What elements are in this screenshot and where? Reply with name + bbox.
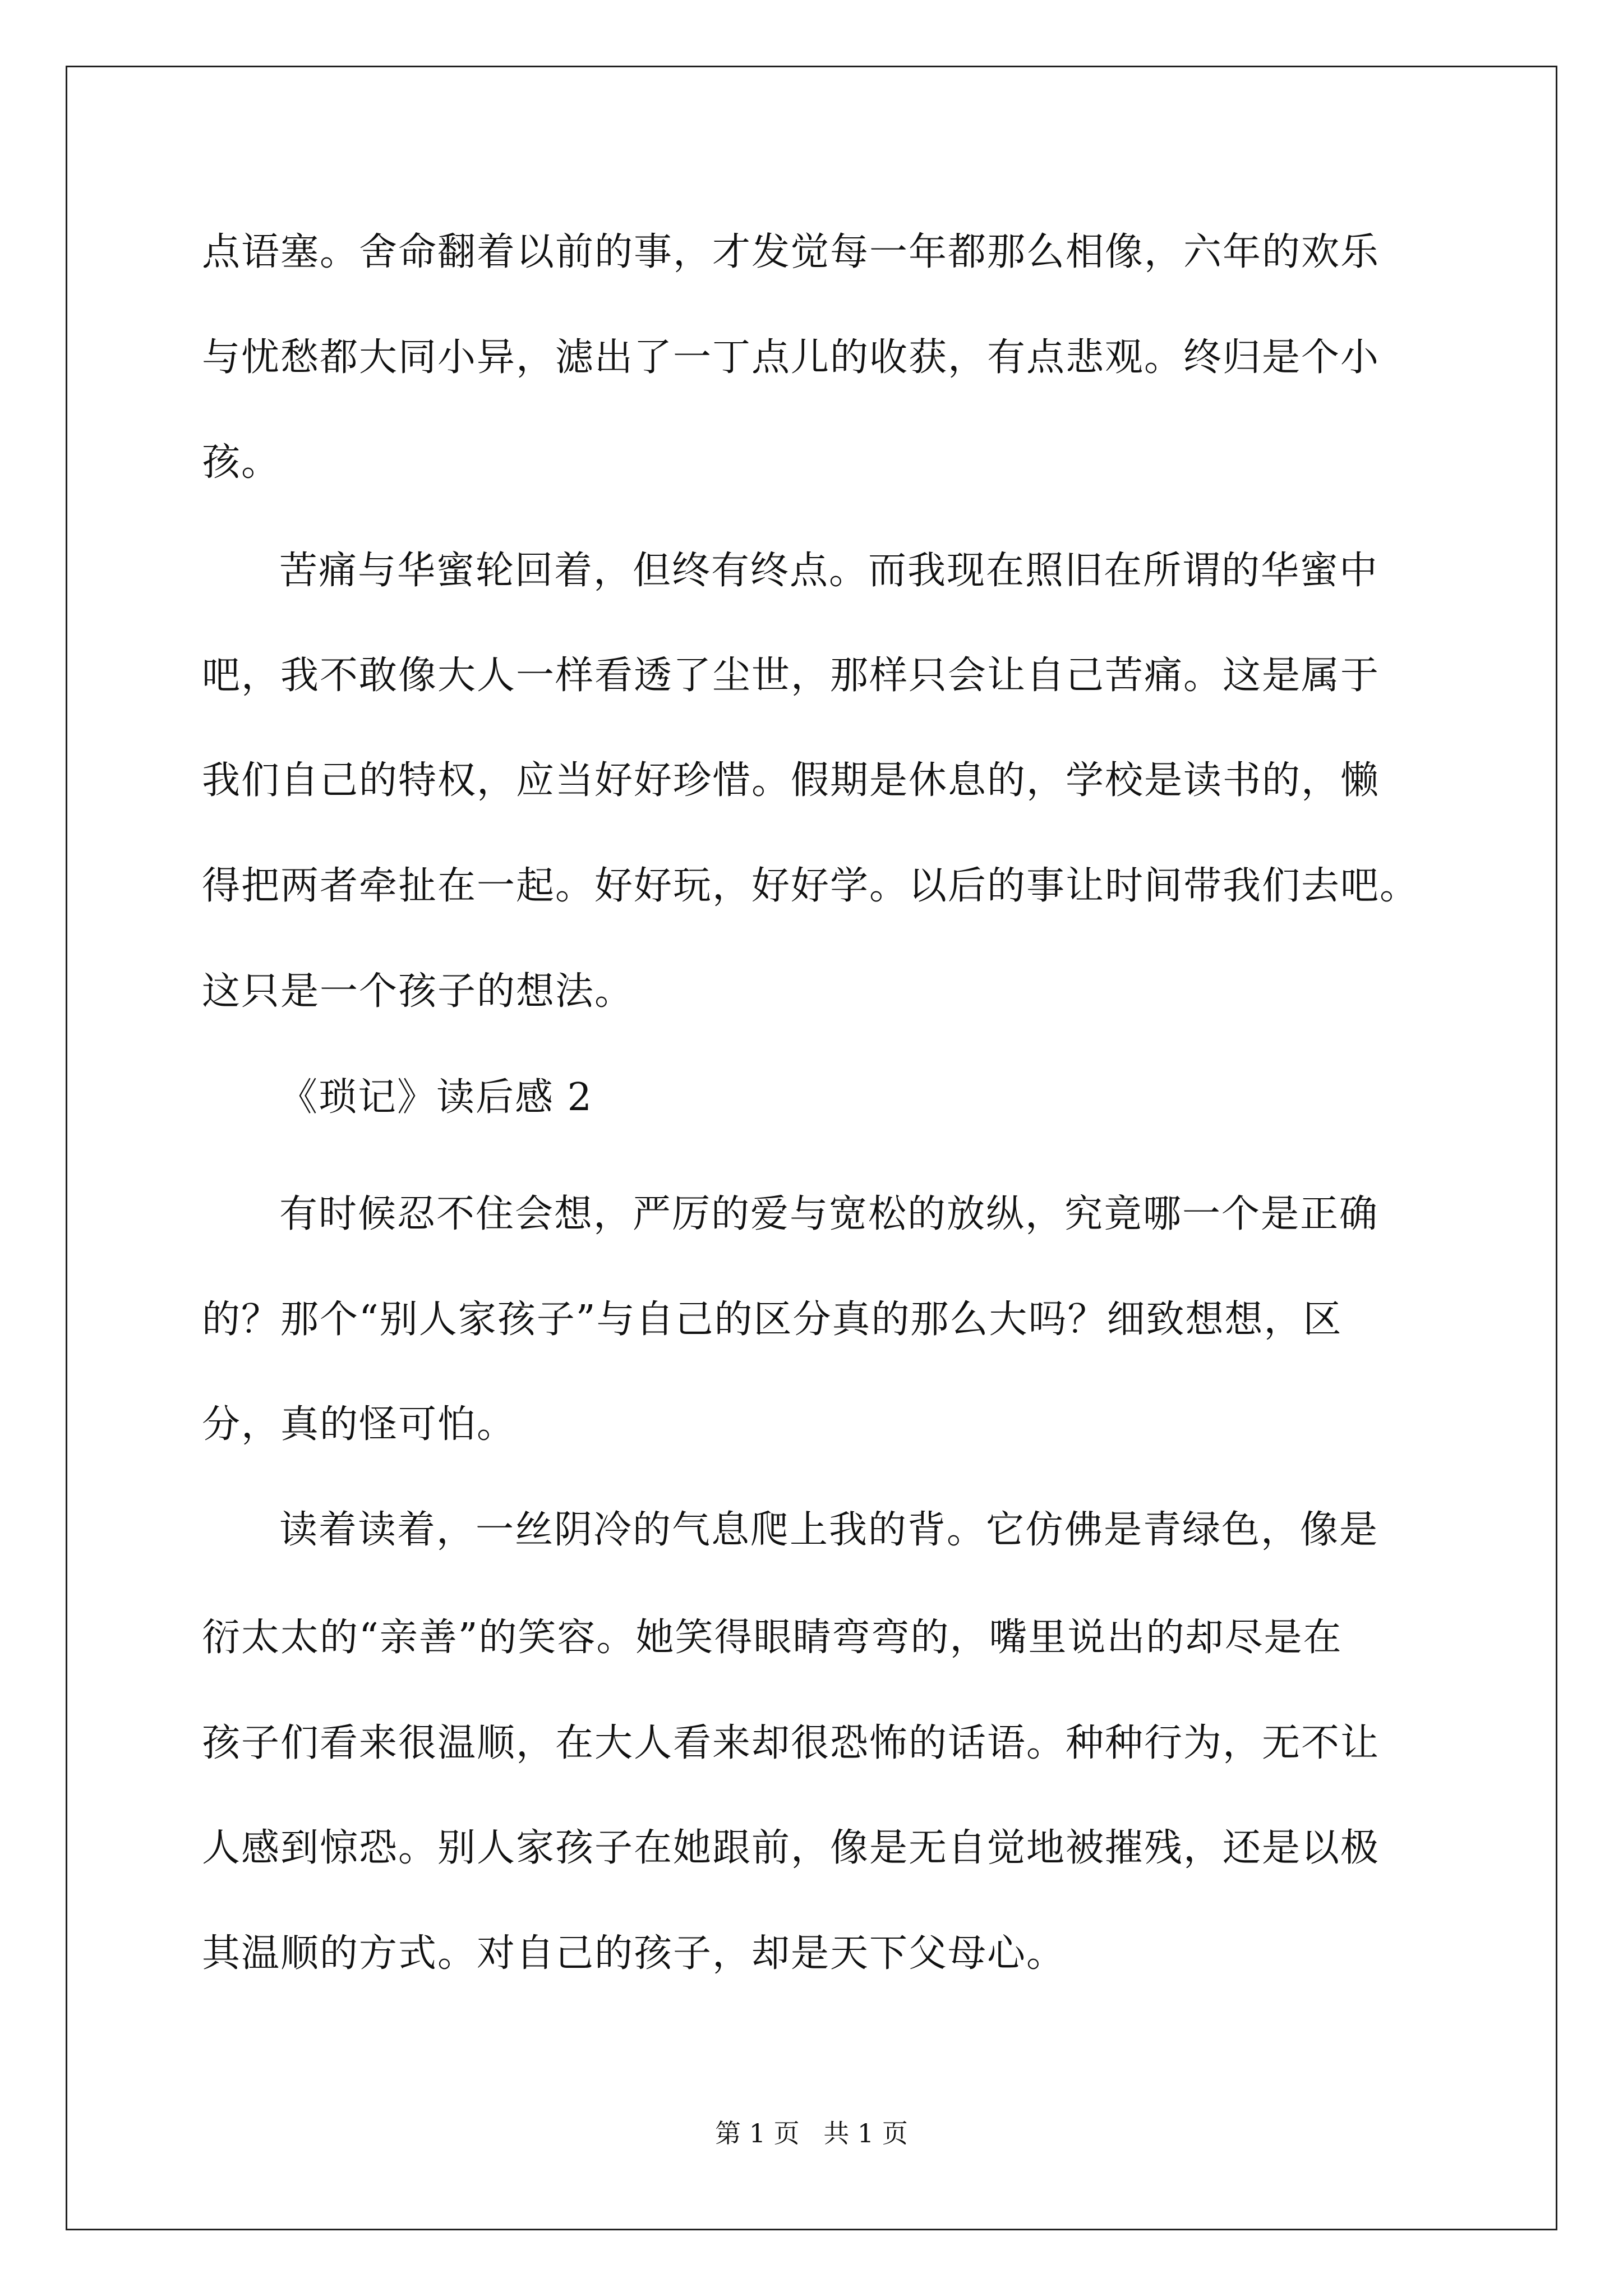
text-line: 苦痛与华蜜轮回着，但终有终点。而我现在照旧在所谓的华蜜中 [279, 549, 1379, 593]
page-footer [0, 2118, 1623, 2149]
text-line: 我们自己的特权，应当好好珍惜。假期是休息的，学校是读书的，懒 [202, 758, 1380, 803]
text-line: 孩。 [202, 440, 281, 485]
text-line: 得把两者牵扯在一起。好好玩，好好学。以后的事让时间带我们去吧。 [202, 864, 1419, 908]
text-line: 与忧愁都大同小异，滤出了一丁点儿的收获，有点悲观。终归是个小 [202, 335, 1380, 380]
text-line: 点语塞。舍命翻着以前的事，才发觉每一年都那么相像，六年的欢乐 [202, 230, 1380, 274]
text-line: 衍太太的“亲善”的笑容。她笑得眼睛弯弯的，嘴里说出的却尽是在 [202, 1616, 1343, 1660]
text-line: 孩子们看来很温顺，在大人看来却很恐怖的话语。种种行为，无不让 [202, 1721, 1380, 1765]
text-line: 人感到惊恐。别人家孩子在她跟前，像是无自觉地被摧残，还是以极 [202, 1826, 1380, 1870]
text-line: 的？那个“别人家孩子”与自己的区分真的那么大吗？细致想想，区 [202, 1297, 1343, 1342]
section-heading: 《琐记》读后感 2 [279, 1075, 593, 1120]
text-line: 吧，我不敢像大人一样看透了尘世，那样只会让自己苦痛。这是属于 [202, 654, 1380, 698]
text-line: 其温顺的方式。对自己的孩子，却是天下父母心。 [202, 1931, 1066, 1976]
text-line: 有时候忍不住会想，严厉的爱与宽松的放纵，究竟哪一个是正确 [279, 1192, 1379, 1236]
text-line: 读着读着，一丝阴冷的气息爬上我的背。它仿佛是青绿色，像是 [279, 1508, 1379, 1552]
page-border [66, 66, 1557, 2230]
page-number: 第 1 页 [715, 2118, 800, 2148]
page-total: 共 1 页 [823, 2118, 908, 2148]
text-line: 分，真的怪可怕。 [202, 1402, 517, 1447]
text-line: 这只是一个孩子的想法。 [202, 969, 634, 1014]
